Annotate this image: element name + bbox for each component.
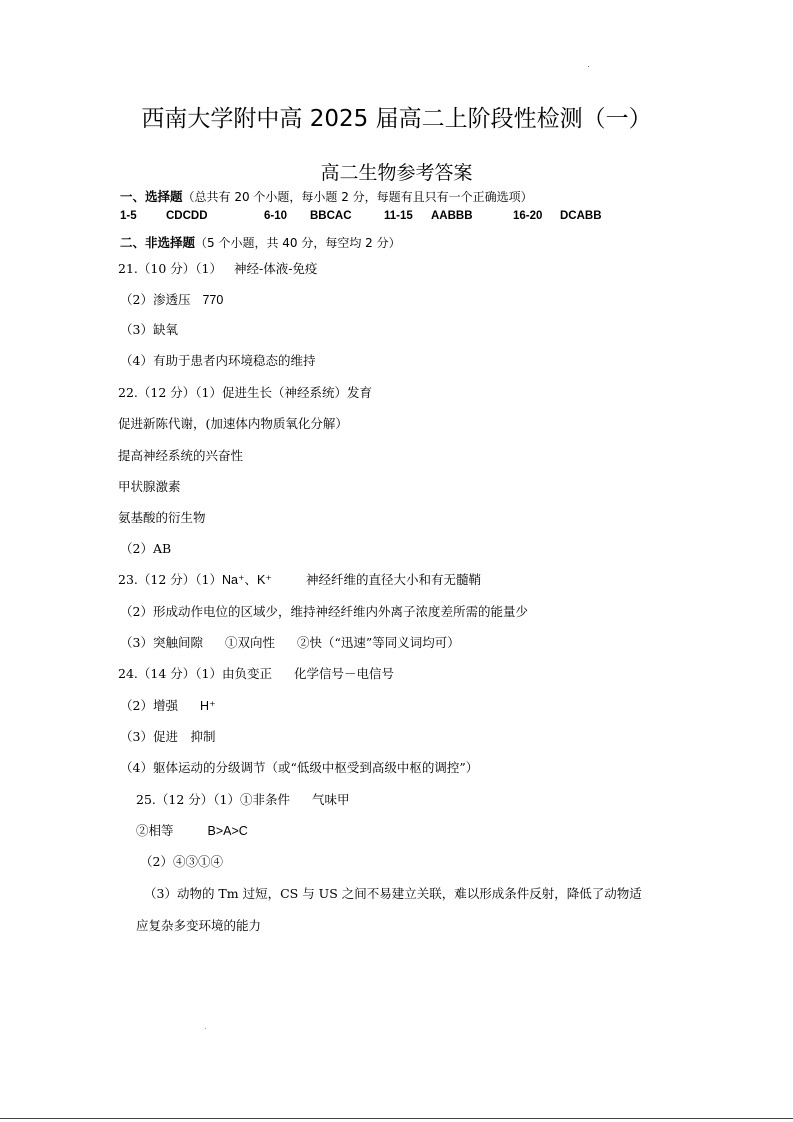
q21-answer1: 神经-体液-免疫 (233, 261, 318, 276)
q25-part2: （2）④③①④ (140, 854, 223, 869)
q22-line5: 氨基酸的衍生物 (118, 510, 206, 525)
q24-part2: （2）增强 (120, 698, 178, 713)
q23-ions: Na⁺、K⁺ (221, 573, 272, 587)
q21-part4: （4）有助于患者内环境稳态的维持 (120, 353, 316, 368)
section2-note: （5 个小题，共 40 分，每空均 2 分） (195, 236, 401, 250)
q22-line4: 甲状腺激素 (118, 479, 181, 494)
section1-note: （总共有 20 个小题，每小题 2 分，每题有且只有一个正确选项） (182, 190, 533, 204)
answer-key-3: AABBB (431, 210, 473, 222)
q25-part3-cont: 应复杂多变环境的能力 (136, 918, 262, 933)
q23-answer1: 神经纤维的直径大小和有无髓鞘 (305, 572, 481, 587)
q25-value2: B>A>C (207, 824, 248, 838)
q25-line2 (136, 821, 248, 839)
answer-range-4: 16-20 (513, 210, 543, 222)
q25-line2-text: ②相等 (136, 823, 174, 838)
section2-heading-line (120, 233, 401, 251)
q22-line2: 促进新陈代谢，(加速体内物质氧化分解） (118, 416, 348, 431)
q23-part3b: ①双向性 (224, 635, 275, 650)
q21-value2: 770 (202, 293, 224, 307)
q25-answer1b: 气味甲 (311, 792, 350, 807)
answer-range-3: 11-15 (384, 210, 413, 222)
q21-head: 21.（10 分）（1） (118, 261, 222, 276)
answer-key-1: CDCDD (166, 210, 208, 222)
q25-part3: （3）动物的 Tm 过短，CS 与 US 之间不易建立关联，难以形成条件反射，降低了动物适 (144, 886, 642, 901)
q23-line1 (118, 570, 481, 588)
section1-heading: 一、选择题 (120, 189, 183, 204)
answer-key-2: BBCAC (310, 210, 352, 222)
q24-value2: H⁺ (199, 699, 216, 713)
q22-line3: 提高神经系统的兴奋性 (118, 448, 244, 463)
answer-key-4: DCABB (560, 210, 602, 222)
q21-line2 (120, 290, 223, 308)
q25-line1 (136, 790, 349, 808)
document-subtitle: 高二生物参考答案 (320, 162, 473, 184)
q24-line1 (118, 664, 394, 682)
q21-line1 (118, 259, 317, 277)
answer-range-2: 6-10 (264, 210, 288, 222)
q24-part4: （4）躯体运动的分级调节（或“低级中枢受到高级中枢的调控”） (120, 760, 479, 775)
q21-part2: （2）渗透压 (120, 292, 191, 307)
q21-part3: （3）缺氧 (120, 322, 178, 337)
q23-line3 (120, 633, 460, 651)
section1-heading-line (120, 187, 533, 205)
speck (588, 66, 589, 67)
page-bottom-rule (0, 1118, 793, 1119)
q24-line2 (120, 696, 216, 714)
q23-part3c: ②快（“迅速”等同义词均可） (296, 635, 460, 650)
q23-part3a: （3）突触间隙 (120, 635, 203, 650)
q24-head: 24.（14 分）（1）由负变正 (118, 666, 272, 681)
document-title: 西南大学附中高 2025 届高二上阶段性检测（一） (141, 106, 652, 132)
q23-head: 23.（12 分）（1） (118, 572, 222, 587)
q22-part2: （2）AB (120, 541, 172, 556)
answer-range-1: 1-5 (120, 210, 137, 222)
q23-part2: （2）形成动作电位的区域少，维持神经纤维内外离子浓度差所需的能量少 (120, 604, 528, 619)
q25-head: 25.（12 分）（1）①非条件 (136, 792, 290, 807)
q24-answer1b: 化学信号－电信号 (293, 666, 394, 681)
speck-2 (205, 1028, 206, 1029)
q24-part3: （3）促进 抑制 (120, 729, 216, 744)
section2-heading: 二、非选择题 (120, 235, 196, 250)
q22-head: 22.（12 分）（1）促进生长（神经系统）发育 (118, 385, 372, 400)
